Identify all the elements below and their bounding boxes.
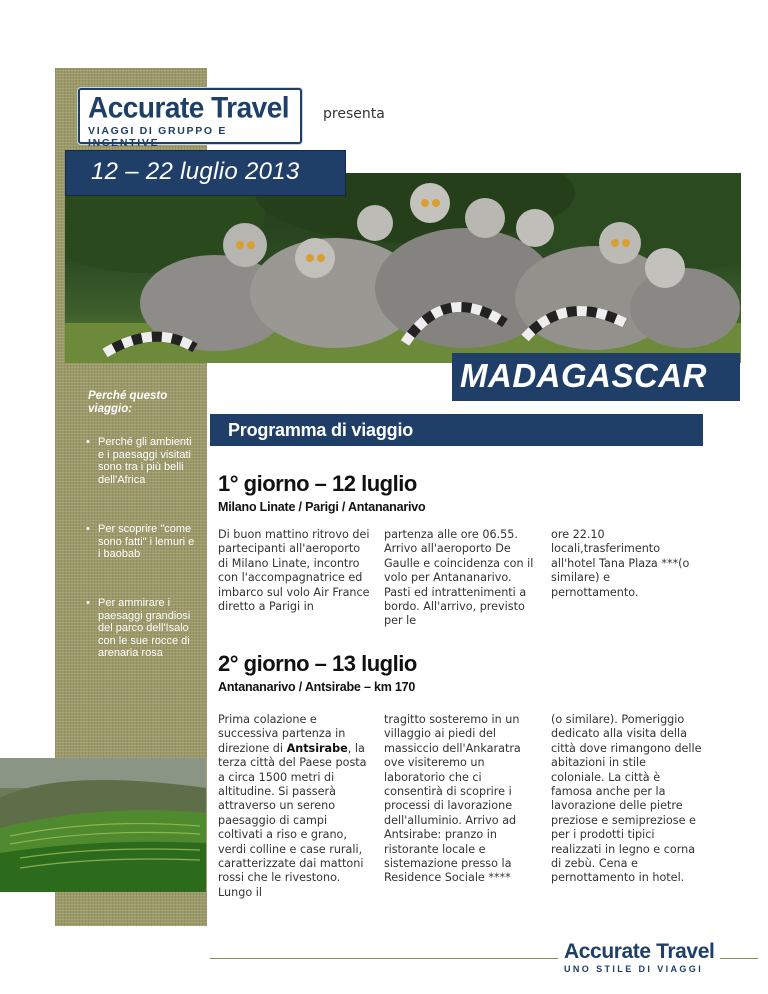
- day-route: Antananarivo / Antsirabe – km 170: [218, 680, 416, 694]
- footer-logo: [558, 939, 718, 979]
- day-text-column: Di buon mattino ritrovo dei partecipanti all'aeroporto di Milano Linate, incontro con l'accompagnatrice ed imbarco sul volo Air France diretto a Parigi in: [218, 528, 370, 614]
- trip-dates: 12 – 22 luglio 2013: [91, 158, 300, 185]
- destination-banner: [452, 353, 740, 401]
- dates-banner: [65, 150, 346, 196]
- day-text-column: ore 22.10 locali,trasferimento all'hotel Tana Plaza ***(o similare) e pernottamento.: [551, 528, 690, 599]
- lemurs-photo: [65, 173, 741, 363]
- day-text-column: partenza alle ore 06.55. Arrivo all'aeroporto De Gaulle e coincidenza con il volo per Antananarivo. Pasti ed intrattenimenti a bordo. All'arrivo, previsto per le: [384, 528, 534, 628]
- company-logo: [78, 88, 302, 149]
- footer-logo-title: Accurate Travel: [564, 940, 715, 963]
- footer-divider: [210, 958, 558, 959]
- reason-item: • Per scoprire "come sono fatti" i lemuri e i baobab: [86, 523, 196, 561]
- day-title: 2° giorno – 13 luglio: [218, 651, 417, 676]
- footer-logo-subtitle: UNO STILE DI VIAGGI: [564, 964, 704, 974]
- landscape-photo: [0, 758, 206, 892]
- logo-subtitle: VIAGGI DI GRUPPO E INCENTIVE: [88, 125, 228, 149]
- day-title: 1° giorno – 12 luglio: [218, 471, 417, 496]
- day-text-part: Prima colazione e successiva partenza in direzione di: [218, 713, 346, 755]
- footer-divider: [720, 958, 758, 959]
- program-title: Programma di viaggio: [228, 420, 414, 440]
- why-title: Perché questo viaggio:: [88, 390, 168, 415]
- logo-title: Accurate Travel: [88, 91, 290, 124]
- day-route: Milano Linate / Parigi / Antananarivo: [218, 500, 426, 514]
- presents-label: presenta: [323, 106, 385, 122]
- day-text-part: , la terza città del Paese posta a circa 1500 metri di altitudine. Si passerà attraverso un sereno paesaggio di campi coltivati a riso e grano, verdi colline e case rurali, caratterizzate dai mattoni rossi che le rivestono. Lungo il: [218, 741, 367, 899]
- reason-item: • Perché gli ambienti e i paesaggi visitati sono tra i più belli dell'Africa: [86, 436, 196, 486]
- program-header: [210, 414, 703, 446]
- day-text-column: [218, 713, 373, 900]
- day-text-column: tragitto sosteremo in un villaggio ai piedi del massiccio dell'Ankaratra ove visiteremo un laboratorio che ci consentirà di scoprire i processi di lavorazione dell'alluminio. Arrivo ad Antsirabe: pranzo in ristorante locale e sistemazione presso la Residence Sociale ****: [384, 713, 521, 885]
- destination-title: MADAGASCAR: [460, 357, 707, 394]
- reason-item: • Per ammirare i paesaggi grandiosi del parco dell'Isalo con le sue rocce di arenaria rosa: [86, 597, 196, 660]
- city-name: Antsirabe: [286, 741, 348, 755]
- day-text-column: (o similare). Pomeriggio dedicato alla visita della città dove rimangono delle abitazioni in stile coloniale. La città è famosa anche per la lavorazione delle pietre preziose e semipreziose e per i prodotti tipici realizzati in legno e corna di zebù. Cena e pernottamento in hotel.: [551, 713, 702, 885]
